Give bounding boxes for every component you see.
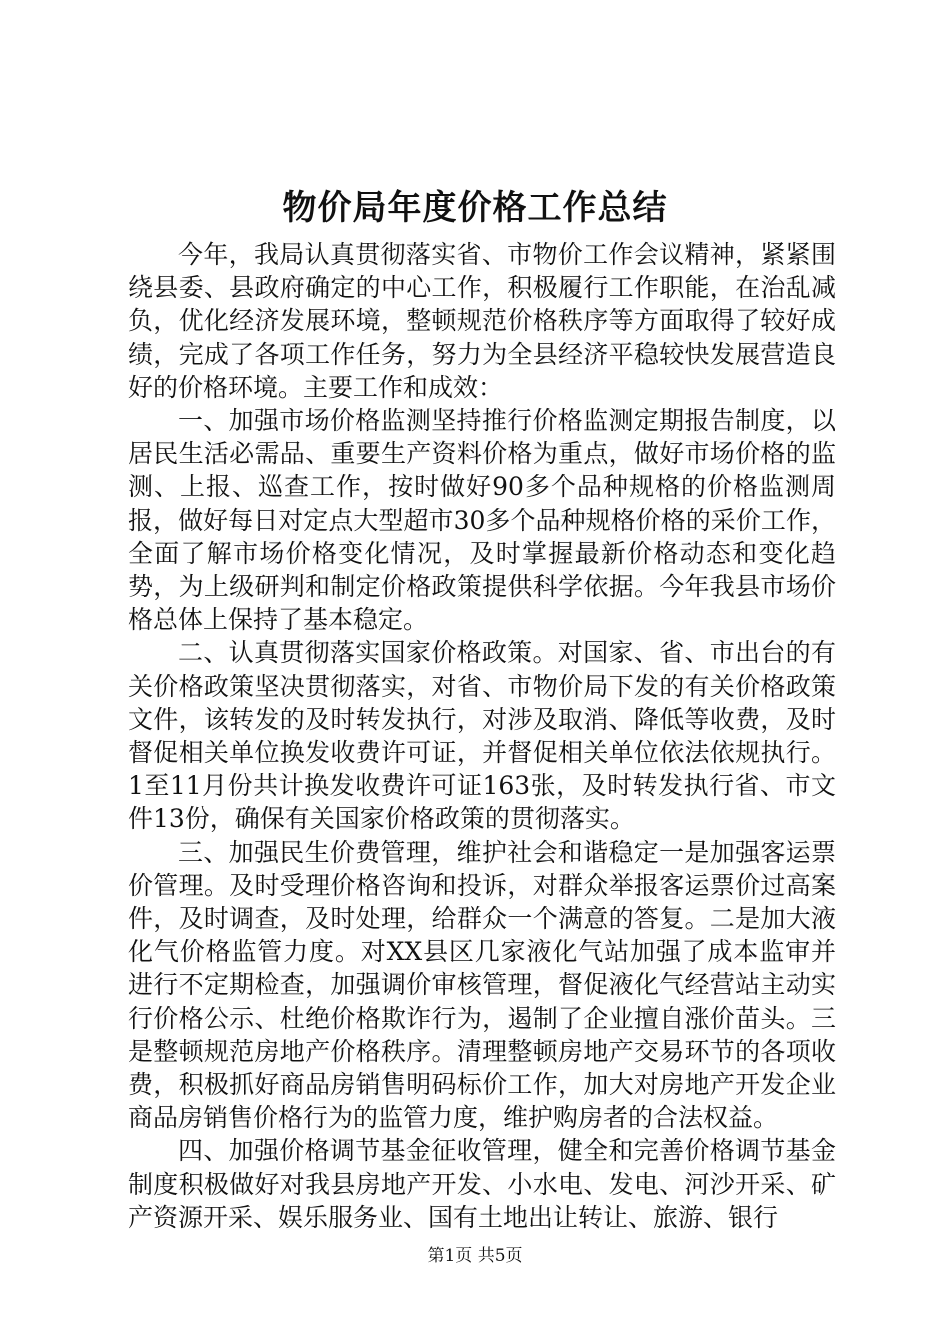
paragraph-section-4: 四、加强价格调节基金征收管理，健全和完善价格调节基金制度积极做好对我县房地产开发、小水电、发电、河沙开采、矿产资源开采、娱乐服务业、国有土地出让转让、旅游、银行 <box>128 1136 836 1232</box>
paragraph-section-3: 三、加强民生价费管理，维护社会和谐稳定一是加强客运票价管理。及时受理价格咨询和投诉，对群众举报客运票价过高案件，及时调查，及时处理，给群众一个满意的答复。二是加大液化气价格监管力度。对XX县区几家液化气站加强了成本监审并进行不定期检查，加强调价审核管理，督促液化气经营站主动实行价格公示、杜绝价格欺诈行为，遏制了企业擅自涨价苗头。三是整顿规范房地产价格秩序。清理整顿房地产交易环节的各项收费，积极抓好商品房销售明码标价工作，加大对房地产开发企业商品房销售价格行为的监管力度，维护购房者的合法权益。 <box>128 837 836 1133</box>
document-title: 物价局年度价格工作总结 <box>282 188 668 228</box>
paragraph-section-1: 一、加强市场价格监测坚持推行价格监测定期报告制度，以居民生活必需品、重要生产资料价格为重点，做好市场价格的监测、上报、巡查工作，按时做好90多个品种规格的价格监测周报，做好每日对定点大型超市30多个品种规格价格的采价工作，全面了解市场价格变化情况，及时掌握最新价格动态和变化趋势，为上级研判和制定价格政策提供科学依据。今年我县市场价格总体上保持了基本稳定。 <box>128 406 836 635</box>
paragraph-section-2: 二、认真贯彻落实国家价格政策。对国家、省、市出台的有关价格政策坚决贯彻落实，对省、市物价局下发的有关价格政策文件，该转发的及时转发执行，对涉及取消、降低等收费，及时督促相关单位换发收费许可证，并督促相关单位依法依规执行。1至11月份共计换发收费许可证163张，及时转发执行省、市文件13份，确保有关国家价格政策的贯彻落实。 <box>128 638 836 834</box>
paragraph-intro: 今年，我局认真贯彻落实省、市物价工作会议精神，紧紧围绕县委、县政府确定的中心工作，积极履行工作职能，在治乱减负，优化经济发展环境，整顿规范价格秩序等方面取得了较好成绩，完成了各项工作任务，努力为全县经济平稳较快发展营造良好的价格环境。主要工作和成效： <box>128 240 836 402</box>
document-body <box>128 238 836 1234</box>
page-footer: 第1页 共5页 <box>427 1246 523 1266</box>
